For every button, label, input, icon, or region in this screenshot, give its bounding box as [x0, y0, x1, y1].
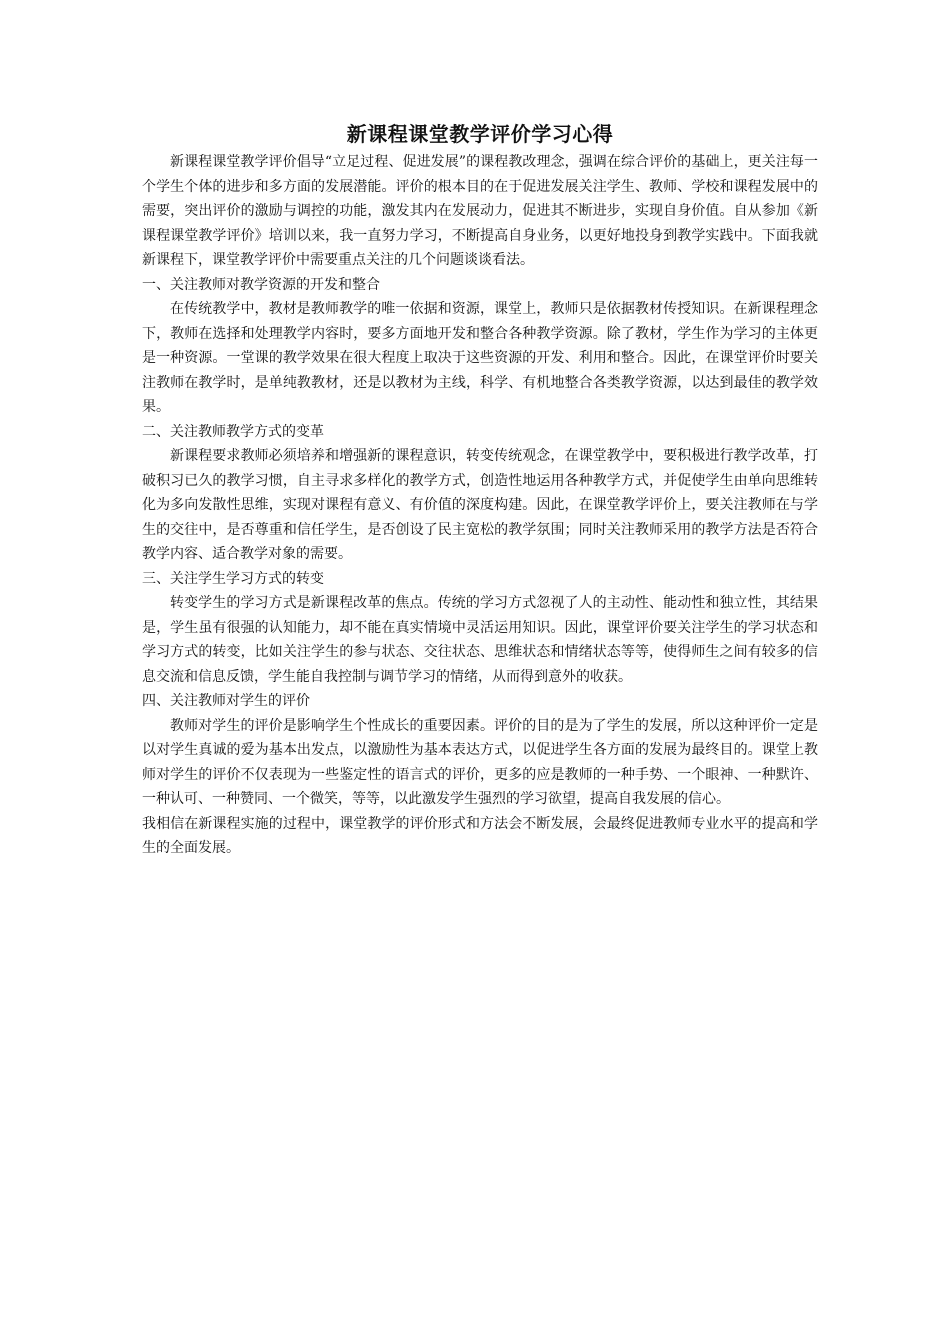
- section-4-heading: 四、关注教师对学生的评价: [142, 693, 310, 709]
- document-title: 新课程课堂教学评价学习心得: [346, 122, 614, 146]
- section-1-body: 在传统教学中，教材是教师教学的唯一依据和资源，课堂上，教师只是依据教材传授知识。在新课程理念下，教师在选择和处理教学内容时，要多方面地开发和整合各种教学资源。除了教材，学生作为学习的主体更是一种资源。一堂课的教学效果在很大程度上取决于这些资源的开发、利用和整合。因此，在课堂评价时要关注教师在教学时，是单纯教教材，还是以教材为主线，科学、有机地整合各类教学资源，以达到最佳的教学效果。: [142, 301, 818, 415]
- section-2-heading: 二、关注教师教学方式的变革: [142, 423, 324, 440]
- section-3-heading: 三、关注学生学习方式的转变: [142, 570, 324, 587]
- section-2-body: 新课程要求教师必须培养和增强新的课程意识，转变传统观念，在课堂教学中，要积极进行教学改革，打破积习已久的教学习惯，自主寻求多样化的教学方式，创造性地运用各种教学方式，并促使学生由单向思维转化为多向发散性思维，实现对课程有意义、有价值的深度构建。因此，在课堂教学评价上，要关注教师在与学生的交往中，是否尊重和信任学生，是否创设了民主宽松的教学氛围；同时关注教师采用的教学方法是否符合教学内容、适合教学对象的需要。: [142, 448, 818, 562]
- section-3-body: 转变学生的学习方式是新课程改革的焦点。传统的学习方式忽视了人的主动性、能动性和独立性，其结果是，学生虽有很强的认知能力，却不能在真实情境中灵活运用知识。因此，课堂评价要关注学生的学习状态和学习方式的转变，比如关注学生的参与状态、交往状态、思维状态和情绪状态等等，使得师生之间有较多的信息交流和信息反馈，学生能自我控制与调节学习的情绪，从而得到意外的收获。: [142, 595, 818, 685]
- section-1-heading: 一、关注教师对教学资源的开发和整合: [142, 276, 380, 293]
- section-4-body: 教师对学生的评价是影响学生个性成长的重要因素。评价的目的是为了学生的发展，所以这种评价一定是以对学生真诚的爱为基本出发点，以激励性为基本表达方式，以促进学生各方面的发展为最终目的。课堂上教师对学生的评价不仅表现为一些鉴定性的语言式的评价，更多的应是教师的一种手势、一个眼神、一种默许、一种认可、一种赞同、一个微笑，等等，以此激发学生强烈的学习欲望，提高自我发展的信心。: [142, 717, 818, 807]
- intro-paragraph: 新课程课堂教学评价倡导“立足过程、促进发展”的课程教改理念，强调在综合评价的基础上，更关注每一个学生个体的进步和多方面的发展潜能。评价的根本目的在于促进发展关注学生、教师、学校和课程发展中的需要，突出评价的激励与调控的功能，激发其内在发展动力，促进其不断进步，实现自身价值。自从参加《新课程课堂教学评价》培训以来，我一直努力学习，不断提高自身业务，以更好地投身到教学实践中。下面我就新课程下，课堂教学评价中需要重点关注的几个问题谈谈看法。: [142, 154, 818, 268]
- document-page: [142, 120, 818, 861]
- conclusion-paragraph: 我相信在新课程实施的过程中，课堂教学的评价形式和方法会不断发展，会最终促进教师专业水平的提高和学生的全面发展。: [142, 815, 818, 856]
